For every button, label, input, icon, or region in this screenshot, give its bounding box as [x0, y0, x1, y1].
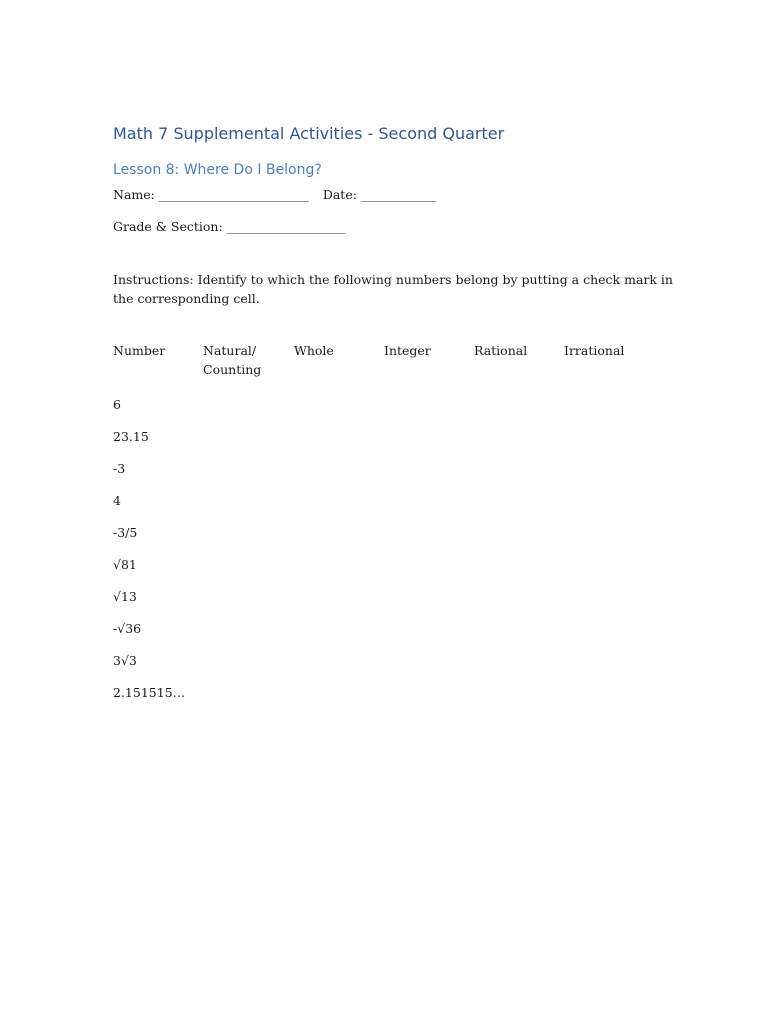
- instructions-text: Instructions: Identify to which the following numbers belong by putting a check mark in the corresponding cell.: [113, 272, 673, 306]
- number-cell: 23.15: [113, 429, 149, 444]
- table-header-row: [113, 341, 673, 391]
- lesson-heading: Lesson 8: Where Do I Belong?: [113, 162, 322, 178]
- table-row: [113, 487, 673, 519]
- table-row: [113, 455, 673, 487]
- name-date-line: [113, 187, 436, 202]
- table-row: [113, 551, 673, 583]
- number-cell: -√36: [113, 621, 142, 636]
- number-cell: 3√3: [113, 653, 137, 668]
- column-header-natural-counting: Natural/ Counting: [203, 343, 262, 377]
- number-cell: -3/5: [113, 525, 138, 540]
- column-header-integer: Integer: [384, 343, 431, 358]
- table-row: [113, 423, 673, 455]
- column-header-number: Number: [113, 343, 166, 358]
- page-title: Math 7 Supplemental Activities - Second Quarter: [113, 124, 505, 143]
- column-header-rational: Rational: [474, 343, 528, 358]
- column-header-irrational: Irrational: [564, 343, 625, 358]
- date-field-label: Date: ____________: [322, 187, 436, 202]
- number-cell: √13: [113, 589, 137, 604]
- table-row: [113, 583, 673, 615]
- grade-section-field-label: Grade & Section: ___________________: [113, 219, 346, 234]
- table-row: [113, 391, 673, 423]
- classification-table: [113, 341, 673, 711]
- table-row: [113, 519, 673, 551]
- number-cell: 2.151515…: [113, 685, 186, 700]
- number-cell: -3: [113, 461, 126, 476]
- number-cell: 6: [113, 397, 121, 412]
- number-cell: 4: [113, 493, 121, 508]
- table-row: [113, 647, 673, 679]
- table-row: [113, 679, 673, 711]
- table-row: [113, 615, 673, 647]
- name-field-label: Name: ________________________: [113, 187, 309, 202]
- number-cell: √81: [113, 557, 137, 572]
- column-header-whole: Whole: [294, 343, 334, 358]
